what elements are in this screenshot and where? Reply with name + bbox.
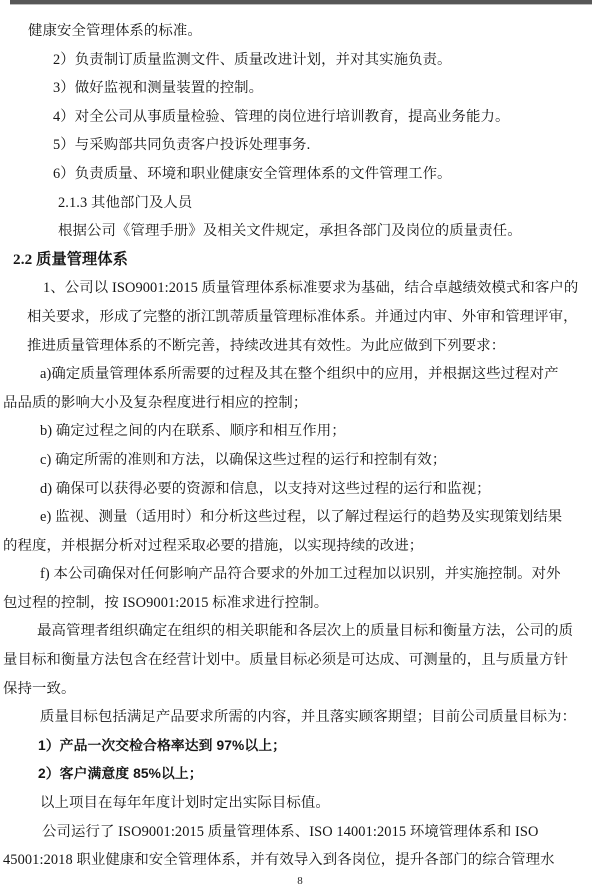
sub-section-heading: 2.1.3 其他部门及人员 [58, 194, 193, 211]
list-item: f) 本公司确保对任何影响产品符合要求的外加工过程加以识别，并实施控制。对外 [40, 566, 561, 583]
list-item: c) 确定所需的准则和方法，以确保这些过程的运行和控制有效； [40, 451, 447, 468]
objective-item: 2）客户满意度 85%以上； [38, 766, 203, 782]
list-item: d) 确保可以获得必要的资源和信息，以支持对这些过程的运行和监视； [40, 480, 491, 497]
list-item: 6）负责质量、环境和职业健康安全管理体系的文件管理工作。 [53, 165, 452, 182]
text-line: 45001:2018 职业健康和安全管理体系，并有效导入到各岗位，提升各部门的综合管理水 [3, 852, 555, 869]
text-line: 健康安全管理体系的标准。 [28, 23, 202, 39]
list-item: e) 监视、测量（适用时）和分析这些过程，以了解过程运行的趋势及实现策划结果 [40, 509, 563, 526]
list-item: 3）做好监视和测量装置的控制。 [53, 80, 264, 97]
page-number: 8 [297, 875, 303, 887]
text-line: 保持一致。 [3, 680, 76, 697]
text-line: 相关要求，形成了完整的浙江凯蒂质量管理标准体系。并通过内审、外审和管理评审， [27, 308, 578, 325]
list-item: 2）负责制订质量监测文件、质量改进计划，并对其实施负责。 [53, 51, 452, 68]
text-line: 公司运行了 ISO9001:2015 质量管理体系、ISO 14001:2015 环境管理体系和 ISO [42, 823, 539, 840]
objective-item: 1）产品一次交检合格率达到 97%以上； [38, 737, 287, 753]
list-item: b) 确定过程之间的内在联系、顺序和相互作用； [40, 423, 346, 440]
document-text [0, 17, 600, 875]
text-line: 包过程的控制，按 ISO9001:2015 标准求进行控制。 [3, 594, 329, 611]
scan-top-edge-line [10, 0, 592, 4]
text-line: 的程度，并根据分析对过程采取必要的措施，以实现持续的改进； [3, 537, 424, 554]
text-line: 以上项目在每年年度计划时定出实际目标值。 [40, 795, 330, 812]
text-line: 品品质的影响大小及复杂程度进行相应的控制； [3, 394, 308, 411]
text-line: 推进质量管理体系的不断完善，持续改进其有效性。为此应做到下列要求： [27, 337, 506, 354]
text-line: 量目标和衡量方法包含在经营计划中。质量目标必须是可达成、可测量的，且与质量方针 [3, 652, 569, 669]
list-item: 5）与采购部共同负责客户投诉处理事务. [53, 137, 311, 154]
text-line: 1、公司以 ISO9001:2015 质量管理体系标准要求为基础，结合卓越绩效模式和客户的 [43, 280, 579, 297]
text-line: 根据公司《管理手册》及相关文件规定，承担各部门及岗位的质量责任。 [58, 223, 522, 240]
list-item: a)确定质量管理体系所需要的过程及其在整个组织中的应用，并根据这些过程对产 [40, 366, 559, 383]
list-item: 4）对全公司从事质量检验、管理的岗位进行培训教育，提高业务能力。 [53, 108, 510, 125]
text-line: 质量目标包括满足产品要求所需的内容，并且落实顾客期望；目前公司质量目标为： [40, 709, 577, 726]
text-line: 最高管理者组织确定在组织的相关职能和各层次上的质量目标和衡量方法，公司的质 [37, 623, 574, 640]
section-heading: 2.2 质量管理体系 [13, 250, 128, 268]
